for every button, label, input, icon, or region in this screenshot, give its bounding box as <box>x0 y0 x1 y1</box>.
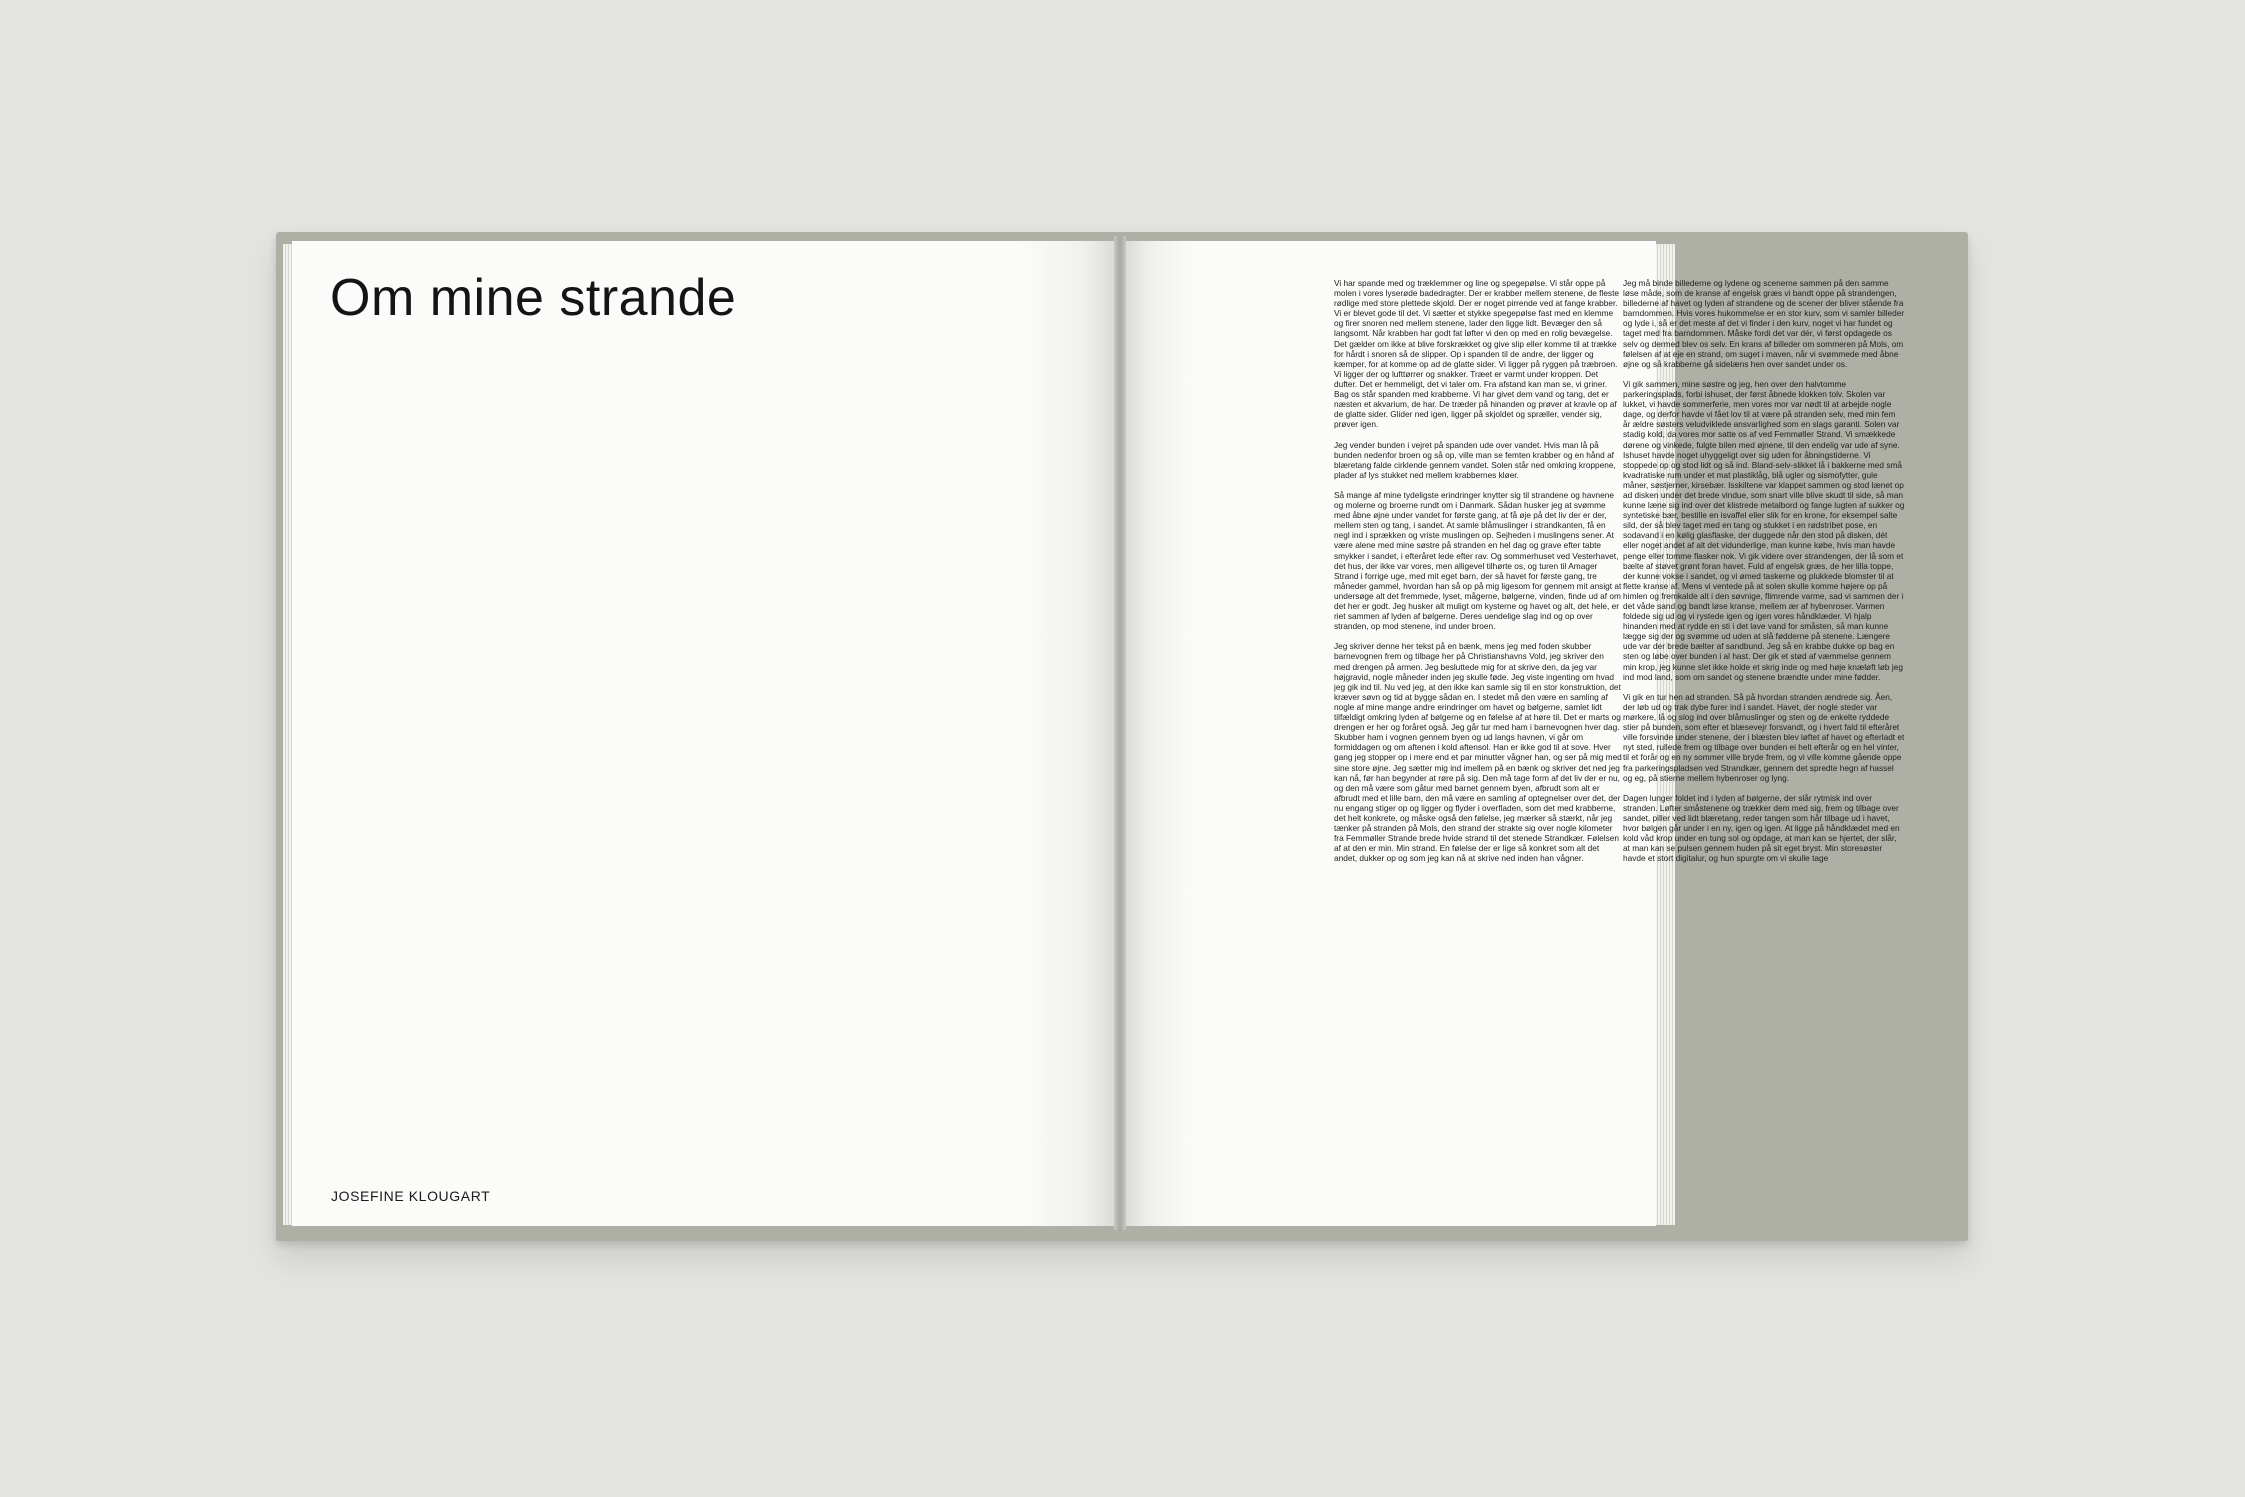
paragraph: Så mange af mine tydeligste erindringer knytter sig til strandene og havnene og molerne og broerne rundt om i Danmark. Sådan husker jeg at svømme med åbne øjne under vandet for første gang, at få øje på det liv der er der, mellem sten og tang, i sandet. At samle blåmuslinger i strandkanten, få en negl ind i sprækken og vriste muslingen op. Sejheden i muslingens sener. At være alene med mine søstre på stranden en hel dag og grave efter tabte smykker i sandet, i efteråret lede efter rav. Og sommerhuset ved Vesterhavet, det hus, der ikke var vores, men alligevel tilhørte os, og turen til Amager Strand i forrige uge, med mit eget barn, der så havet for første gang, tre måneder gammel, hvordan han så op på mig ligesom for gennem mit ansigt at undersøge alt det fremmede, lyset, mågerne, bølgerne, vinden, finde ud af om det her er godt. Jeg husker alt muligt om kysterne og havet og alt, det hele, er riet sammen af lyden af bølgerne. Deres uendelige slag ind og op over stranden, op mod stenene, ind under broen. <box>1334 489 1622 632</box>
paragraph: Jeg vender bunden i vejret på spanden ude over vandet. Hvis man lå på bunden nedenfor broen og så op, ville man se femten krabber og en hånd af blæretang falde cirklende gennem vandet. Solen står ned omkring kroppene, plader af lys stukket ned mellem krabbernes kløer. <box>1334 439 1616 480</box>
paragraph: Jeg skriver denne her tekst på en bænk, mens jeg med foden skubber barnevognen frem og tilbage her på Christianshavns Vold, jeg skriver den med drengen på armen. Jeg besluttede mig for at skrive den, da jeg var højgravid, nogle måneder inden jeg skulle føde. Jeg viste ingenting om hvad jeg gik ind til. Nu ved jeg, at den ikke kan samle sig til en stor konstruktion, det kræver søvn og tid at bygge sådan en. I stedet må den være en samling af nogle af mine mange andre erindringer om havet og bølgerne, samlet lidt tilfældigt omkring lyden af bølgerne og en følelse af at høre til. Det er marts og drengen er her og foråret også. Jeg går tur med ham i barnevognen hver dag. Skubber ham i vognen gennem byen og ud langs havnen, vi går om formiddagen og om aftenen i kold aftensol. Han er ikke god til at sove. Hver gang jeg stopper op i mere end et par minutter vågner han, og ser på mig med sine store øjne. Jeg sætter mig ind imellem på en bænk og skriver det ned jeg kan nå, før han begynder at røre på sig. Den må tage form af det liv der er nu, og den må være som gåtur med barnet gennem byen, afbrudt som alt er afbrudt med et lille barn, den må være en samling af optegnelser over det, der nu engang stiger op og ligger og flyder i overfladen, som det med krabberne, det helt konkrete, og måske også den følelse, jeg mærker så stærkt, når jeg tænker på stranden på Mols, den strand der strakte sig over nogle kilometer fra Femmøller Strande brede hvide strand til det stenede Strandkær. Følelsen af at den er min. Min strand. En følelse der er lige så konkret som alt det andet, dukker op og som jeg kan nå at skrive ned inden han vågner. <box>1334 641 1622 864</box>
text-column-1 <box>1334 278 1622 1210</box>
chapter-title: Om mine strande <box>330 269 737 327</box>
right-page-gutter-shade <box>1124 241 1194 1226</box>
text-column-2 <box>1623 278 1905 1210</box>
paragraph: Vi gik sammen, mine søstre og jeg, hen over den halvtomme parkeringsplads, forbi ishuset, der først åbnede klokken tolv. Skolen var lukket, vi havde sommerferie, men vores mor var nødt til at arbejde nogle dage, og derfor havde vi fået lov til at være på stranden selv, med min fem år ældre søsters veludviklede ansvarlighed som en slags garanti. Solen var stadig kold, da vores mor satte os af ved Femmøller Strand. Vi smækkede dørene og vinkede, fulgte bilen med øjnene, til den endelig var ude af syne. Ishuset havde noget uhyggeligt over sig uden for åbningstiderne. Vi stoppede op og stod lidt og så ind. Bland-selv-slikket lå i bakkerne med små kvadratiske rum under et mat plastiklåg, blå ugler og sismofytter, gule måner, søstjerner, kirsebær. Isskiltene var klappet sammen og stod lænet op ad disken under det brede vindue, som snart ville blive skudt til side, så man kunne læne sig ind over det klistrede metalbord og fange lugten af sukker og syntetiske bær, bestille en isvaffel eller slik for en krone, for eksempel salte sild, der så blev taget med en tang og stukket i en rødstribet pose, en sodavand i en kølig glasflaske, der duggede når den stod på disken, dét eller noget andet af alt det vidunderlige, man kunne købe, hvis man havde penge eller tomme flasker nok. Vi gik videre over strandengen, der lå som et bælte af støvet grønt foran havet. Fuld af engelsk græs, de her lilla toppe, der kunne vokse i sandet, og vi ømed taskerne og plukkede blomster til at flette kranse af. Mens vi ventede på at solen skulle komme højere op på himlen og fremkalde alt i den søvnige, flimrende varme, sad vi sammen der i det våde sand og bandt løse kranse, mellem ær af hybenroser. Varmen foldede sig ud og vi rystede igen og igen vores håndklæder. Vi hjalp hinanden med at rydde en sti i det lave vand for småsten, så man kunne lægge sig der og svømme ud uden at slå fødderne på stenene. Længere ude var der brede bælter af sandbund. Jeg så en krabbe dukke op bag en sten og løbe over bunden i al hast. Der gik et stød af væmmelse gennem min krop, jeg kunne slet ikke holde et skrig inde og med høje knæløft løb jeg ind mod land, som om sandet og stenene brændte under mine fødder. <box>1623 378 1905 682</box>
paragraph: Dagen lunger foldet ind i lyden af bølgerne, der slår rytmisk ind over stranden. Løfter småstenene og trækker dem med sig, frem og tilbage over sandet, piller ved lidt blæretang, reder tangen som hår tilbage ud i havet, hvor bølgen går under i en ny, igen og igen. At ligge på håndklædet med en kold våd krop under en tung sol og opdage, at man kan se hjertet, der slår, at man kan se pulsen gennem huden på sit eget bryst. Min storesøster havde et stort digitalur, og hun spurgte om vi skulle tage <box>1623 792 1900 864</box>
paragraph: Vi gik en tur hen ad stranden. Så på hvordan stranden ændrede sig. Åen, der løb ud og trak dybe furer ind i sandet. Havet, der nogle steder var mørkere, lå og slog ind over blåmuslinger og sten og de enkelte ryddede stier på bunden, som efter et blæsevejr forsvandt, og i hvert fald til efteråret ville forsvinde under stenene, der i blæsten blev løftet af havet og efterladt et nyt sted, rullede frem og tilbage over bunden ei helt efterår og en hel vinter, til et forår og en ny sommer ville bryde frem, og vi ville komme gående oppe fra parkeringspladsen ved Strandkær, gennem det spredte hegn af hassel og eg, på stierne mellem hybenroser og lyng. <box>1623 691 1905 783</box>
author-name: JOSEFINE KLOUGART <box>331 1188 491 1204</box>
left-page <box>292 241 1116 1226</box>
book-gutter <box>1114 236 1126 1230</box>
paragraph: Jeg må binde billederne og lydene og scenerne sammen på den samme løse måde, som de kranse af engelsk græs vi bandt oppe på strandengen, billederne af havet og lyden af strandene og de scener der bliver stående fra barndommen. Hvis vores hukommelse er en stor kurv, som vi samler billeder og lyde i, så er det meste af det vi finder i den kurv, noget vi har fundet og taget med fra barndommen. Måske fordi det var dér, vi først opdagede os selv og dermed blev os selv. En krans af billeder om sommeren på Mols, om følelsen af at eje en strand, om suget i maven, når vi svømmede med åbne øjne og så krabberne gå sidelæns hen over sandet under os. <box>1623 278 1905 369</box>
paragraph: Vi har spande med og træklemmer og line og spegepølse. Vi står oppe på molen i vores lyserøde badedragter. Der er krabber mellem stenene, de fleste rødlige med store plettede skjold. Der er noget pirrende ved at fange krabber. Vi er blevet gode til det. Vi sætter et stykke spegepølse fast med en klemme og firer snoren ned mellem stenene, lader den ligge lidt. Bevæger den så langsomt. Når krabben har godt fat løfter vi den op med en rolig bevægelse. Det gælder om ikke at blive forskrækket og give slip eller komme til at trække for hårdt i snoren så de slipper. Op i spanden til de andre, der ligger og kæmper, for at komme op ad de glatte sider. Vi ligger på ryggen på træbroen. Vi ligger der og lufttørrer og snakker. Træet er varmt under kroppen. Det dufter. Det er hemmeligt, det vi taler om. Fra afstand kan man se, vi griner. Bag os står spanden med krabberne. Vi har givet dem vand og tang, det er næsten et akvarium, de har. De træder på hinanden og prøver at kravle op af de glatte sider. Glider ned igen, ligger på skjoldet og spræller, vender sig, prøver igen. <box>1334 278 1619 430</box>
